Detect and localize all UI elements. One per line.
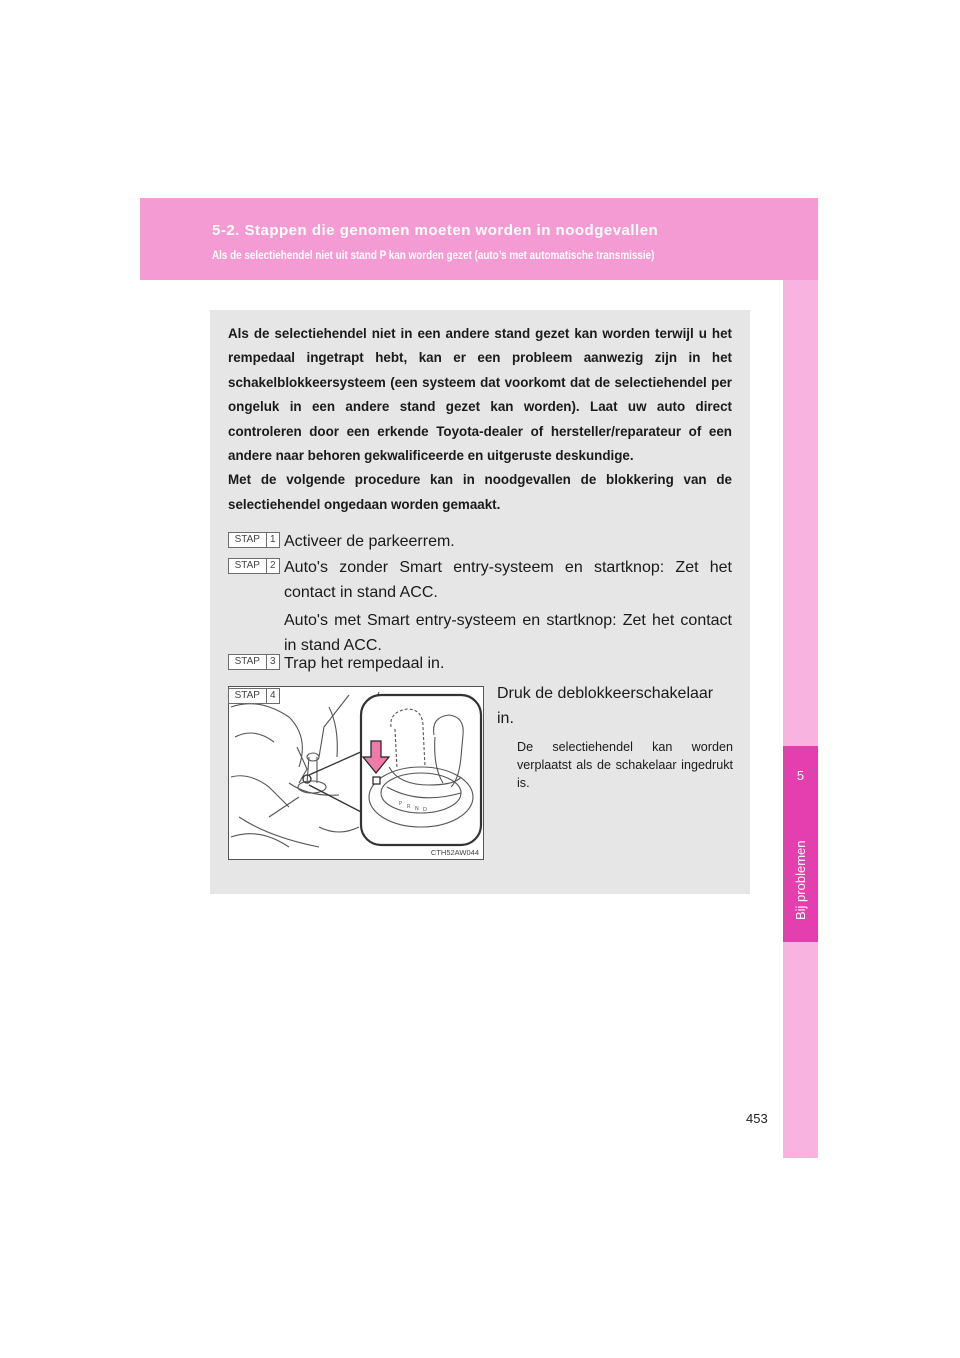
- step-badge-number: 4: [266, 689, 279, 703]
- chapter-number: 5: [796, 768, 805, 783]
- step-text-line: Auto's met Smart entry-systeem en startknop: Zet het contact in stand ACC.: [284, 612, 732, 654]
- step-text: [284, 652, 732, 677]
- step-badge: [228, 654, 280, 670]
- svg-text:N: N: [415, 806, 419, 812]
- step-badge: [228, 688, 280, 704]
- intro-paragraph: Met de volgende procedure kan in noodgevallen de blokkering van de selectiehendel ongedaan worden gemaakt.: [228, 472, 732, 512]
- step-text: [284, 556, 732, 658]
- sub-title: Als de selectiehendel niet uit stand P kan worden gezet (auto’s met automatische transmissie): [212, 250, 655, 262]
- svg-text:R: R: [407, 804, 411, 810]
- section-title: 5-2. Stappen die genomen moeten worden in noodgevallen: [212, 222, 659, 239]
- chapter-header: [140, 198, 818, 280]
- chapter-tab[interactable]: [783, 746, 818, 942]
- step-badge: [228, 532, 280, 548]
- step-badge-number: 3: [266, 655, 279, 669]
- procedure-box: [210, 310, 750, 894]
- chapter-title: Bij problemen: [793, 840, 808, 920]
- step-note: De selectiehendel kan worden verplaatst als de schakelaar ingedrukt is.: [517, 740, 733, 790]
- intro-paragraph: Als de selectiehendel niet in een andere stand gezet kan worden terwijl u het rempedaal ingetrapt hebt, kan er een probleem aanwezig zijn in het schakelblokkeersysteem (een systeem dat voorkomt dat de selectiehendel per ongeluk in een andere stand gezet kan worden). Laat uw auto direct controleren door een erkende Toyota-dealer of hersteller/reparateur of een andere naar behoren gekwalificeerde en uitgeruste deskundige.: [228, 326, 732, 464]
- step-text-line: Auto's zonder Smart entry-systeem en startknop: Zet het contact in stand ACC.: [284, 559, 732, 601]
- page-number: 453: [746, 1111, 768, 1126]
- step-badge-label: STAP: [234, 560, 260, 571]
- step-badge-label: STAP: [234, 690, 260, 701]
- step-text-line: Activeer de parkeerrem.: [284, 533, 455, 550]
- step-text: [284, 530, 732, 555]
- step-badge-number: 2: [266, 559, 279, 573]
- step-text-line: Trap het rempedaal in.: [284, 655, 445, 672]
- intro-text: [228, 322, 732, 517]
- figure-code: CTH52AW044: [430, 848, 479, 857]
- svg-text:D: D: [423, 807, 427, 813]
- side-strip: [783, 280, 818, 1158]
- step-badge-label: STAP: [234, 656, 260, 667]
- svg-text:P: P: [399, 801, 403, 807]
- step-badge-label: STAP: [234, 534, 260, 545]
- step-badge-number: 1: [266, 533, 279, 547]
- step-badge: [228, 558, 280, 574]
- step-text: Druk de deblokkeerschakelaar in.: [497, 685, 714, 727]
- shift-lever-drawing: [229, 687, 484, 860]
- shift-lock-illustration: [228, 686, 484, 860]
